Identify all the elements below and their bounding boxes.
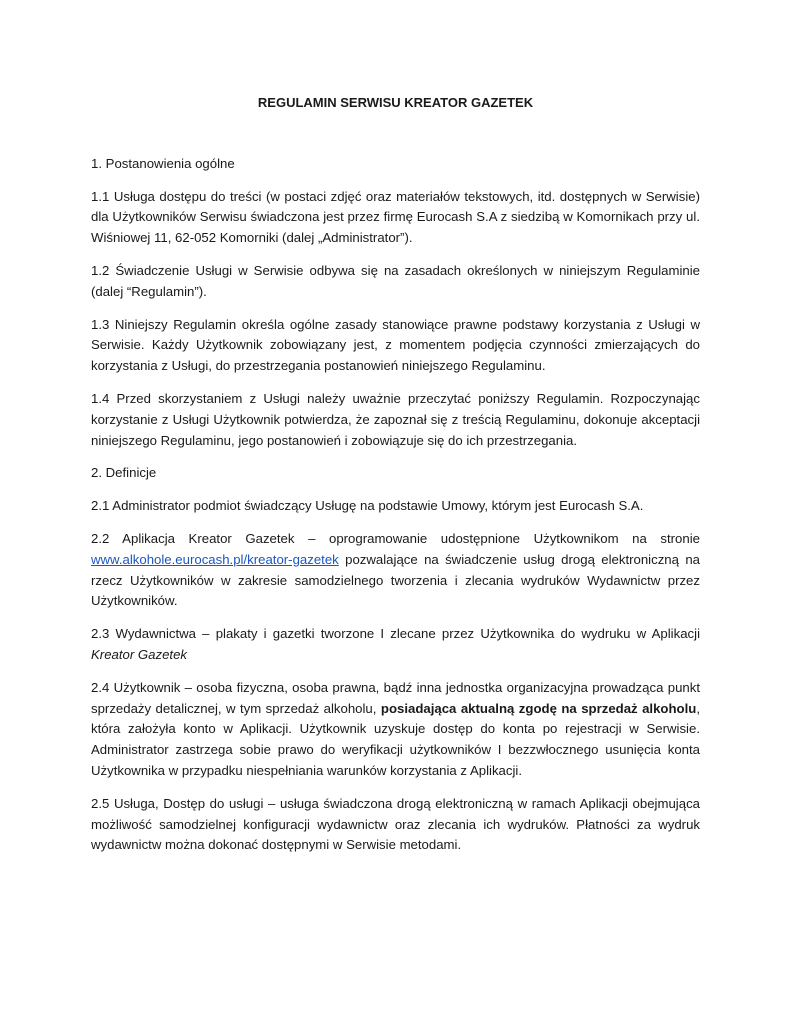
section-2-heading: 2. Definicje: [91, 465, 157, 481]
paragraph-2-3: [91, 624, 700, 666]
document-title: REGULAMIN SERWISU KREATOR GAZETEK: [257, 95, 534, 110]
section-1-heading: 1. Postanowienia ogólne: [91, 155, 235, 171]
paragraph-2-4: [91, 678, 700, 782]
paragraph-1-2: 1.2 Świadczenie Usługi w Serwisie odbywa się na zasadach określonych w niniejszym Regulaminie (dalej “Regulamin”).: [91, 262, 700, 299]
paragraph-1-4: 1.4 Przed skorzystaniem z Usługi należy uważnie przeczytać poniższy Regulamin. Rozpoczynając korzystanie z Usługi Użytkownik potwierdza, że zapoznał się z treścią Regulaminu, dokonuje akceptacji niniejszego Regulaminu, jego postanowień i zobowiązuje się do ich przestrzegania.: [91, 390, 700, 448]
paragraph-2-2: [91, 529, 700, 612]
paragraph-1-3: 1.3 Niniejszy Regulamin określa ogólne zasady stanowiące prawne podstawy korzystania z Usługi w Serwisie. Każdy Użytkownik zobowiązany jest, z momentem podjęcia czynności zmierzających do korzystania z Usługi, do przestrzegania postanowień niniejszego Regulaminu.: [91, 316, 700, 374]
paragraph-1-1: 1.1 Usługa dostępu do treści (w postaci zdjęć oraz materiałów tekstowych, itd. dostępnych w Serwisie) dla Użytkowników Serwisu świadczona jest przez firmę Eurocash S.A z siedzibą w Komornikach przy ul. Wiśniowej 11, 62-052 Komorniki (dalej „Administrator”).: [91, 188, 700, 246]
paragraph-2-5: 2.5 Usługa, Dostęp do usługi – usługa świadczona drogą elektroniczną w ramach Aplikacji obejmująca możliwość samodzielnej konfiguracji wydawnictw oraz zlecania ich wydruków. Płatności za wydruk wydawnictw można dokonać dostępnymi w Serwisie metodami.: [91, 795, 700, 853]
document-body: [91, 93, 700, 868]
paragraph-2-2-text-end: pozwalające na świadczenie usług drogą elektroniczną na rzecz Użytkowników w zakresie samodzielnego tworzenia i zlecania wydruków Wydawnictw przez Użytkowników.: [91, 551, 700, 609]
paragraph-2-1: 2.1 Administrator podmiot świadczący Usługę na podstawie Umowy, którym jest Eurocash S.A.: [91, 498, 644, 514]
paragraph-2-4-text-start: 2.4 Użytkownik – osoba fizyczna, osoba prawna, bądź inna jednostka organizacyjna prowadząca punkt sprzedaży detalicznej, w tym sprzedaż alkoholu,: [91, 679, 700, 716]
paragraph-2-4-text-end: , która założyła konto w Aplikacji. Użytkownik uzyskuje dostęp do konta po rejestracji w Serwisie. Administrator zastrzega sobie prawo do weryfikacji użytkowników I bezzwłocznego usunięcia konta Użytkownika w przypadku niespełniania warunków korzystania z Aplikacji.: [91, 700, 700, 778]
paragraph-2-3-text-start: 2.3 Wydawnictwa – plakaty i gazetki tworzone I zlecane przez Użytkownika do wydruku w Aplikacji: [91, 626, 700, 642]
paragraph-2-3-italic: Kreator Gazetek: [91, 646, 188, 662]
paragraph-2-2-text-start: 2.2 Aplikacja Kreator Gazetek – oprogramowanie udostępnione Użytkownikom na stronie: [91, 530, 700, 546]
kreator-gazetek-link[interactable]: www.alkohole.eurocash.pl/kreator-gazetek: [91, 551, 339, 567]
paragraph-2-4-bold: posiadająca aktualną zgodę na sprzedaż alkoholu: [380, 700, 697, 716]
